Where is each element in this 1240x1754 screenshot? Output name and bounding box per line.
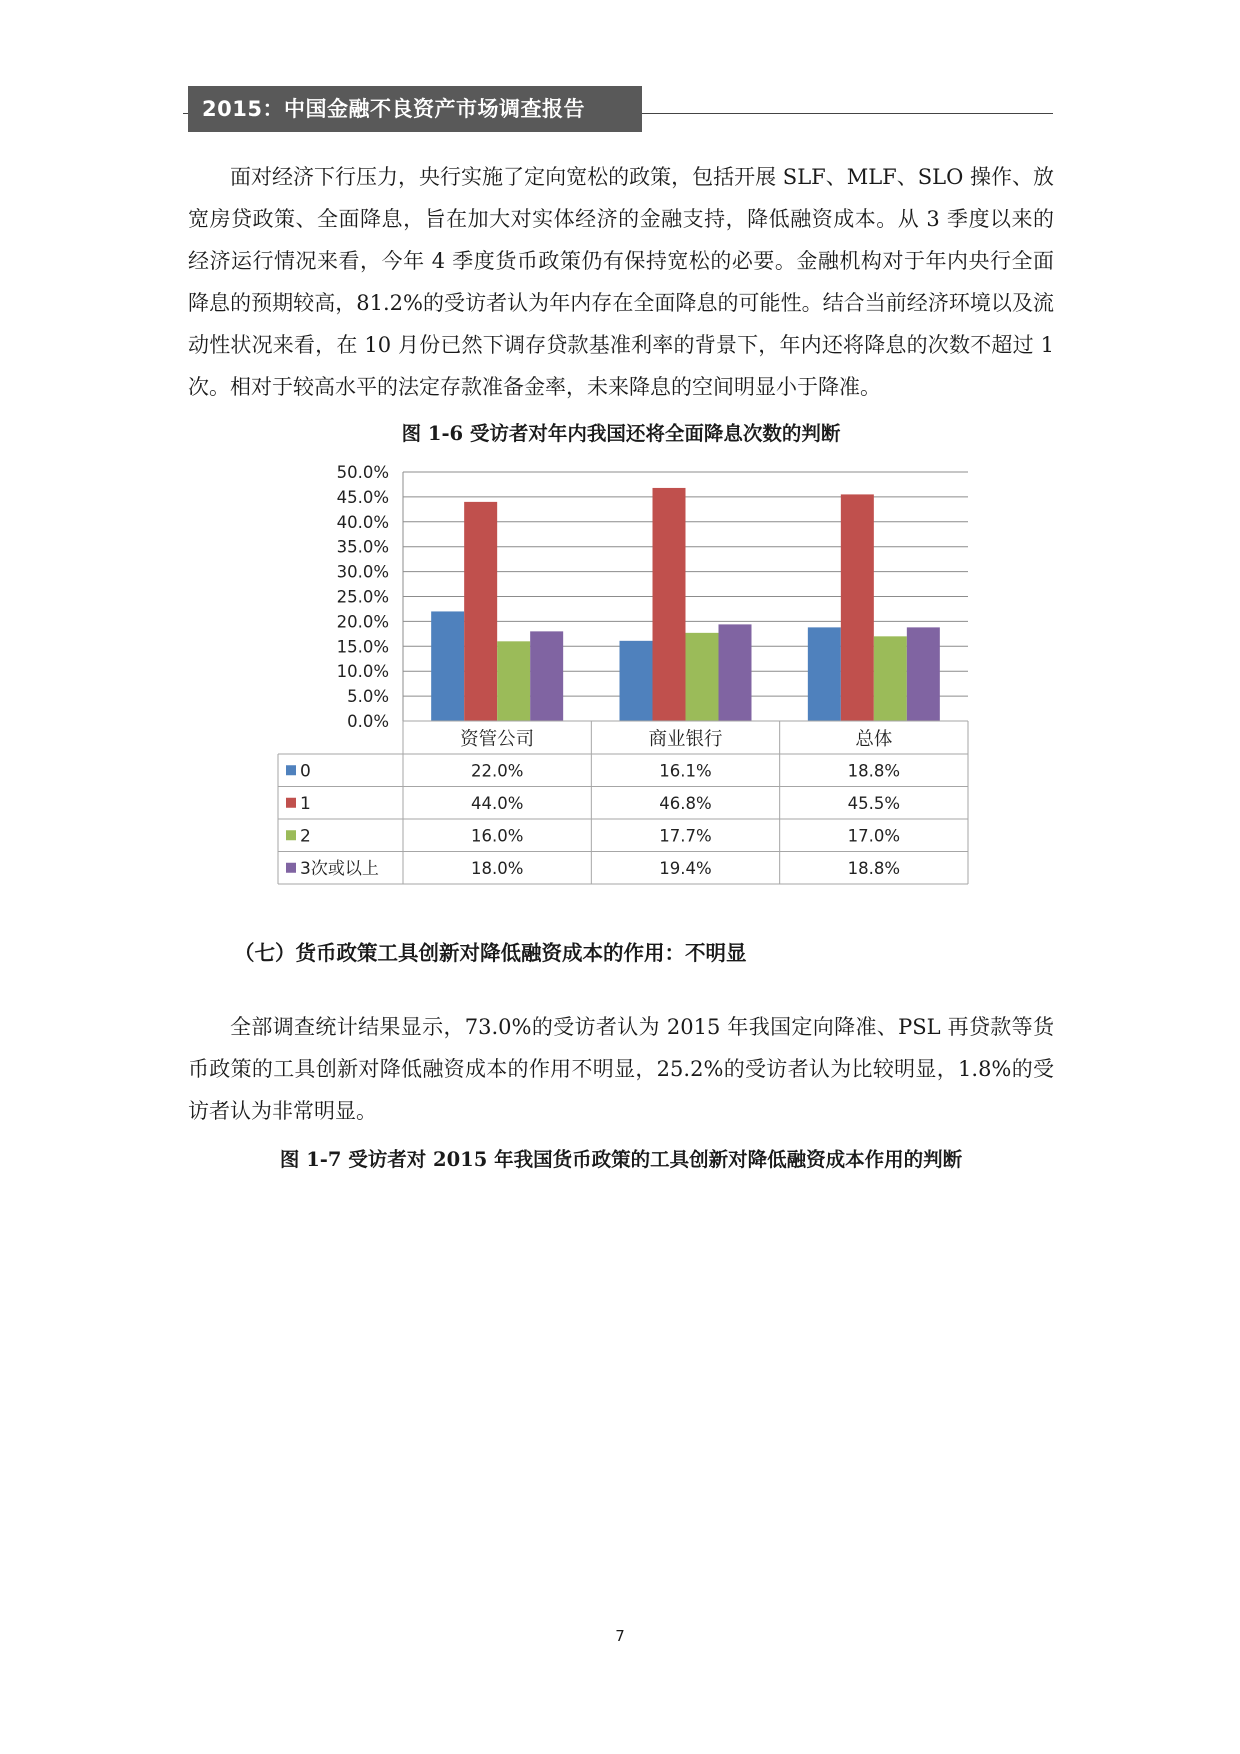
legend-swatch-2 bbox=[286, 830, 296, 840]
y-tick-label: 0.0% bbox=[347, 712, 389, 731]
body-paragraph-2: 全部调查统计结果显示，73.0%的受访者认为 2015 年我国定向降准、PSL 再贷款等货币政策的工具创新对降低融资成本的作用不明显，25.2%的受访者认为比较明显，1.8%的受访者认为非常明显。 bbox=[188, 1015, 1054, 1123]
figure-1-7-caption: 图 1-7 受访者对 2015 年我国货币政策的工具创新对降低融资成本作用的判断 bbox=[279, 1148, 963, 1171]
bar-1-资管公司 bbox=[464, 502, 497, 721]
data-table-cell: 19.4% bbox=[659, 858, 712, 878]
bar-chart-with-data-table bbox=[270, 455, 990, 905]
category-label: 资管公司 bbox=[460, 729, 535, 750]
data-table-cell: 22.0% bbox=[470, 761, 524, 781]
legend-swatch-0 bbox=[286, 765, 296, 775]
bar-3次或以上-总体 bbox=[907, 627, 940, 721]
section-heading-7: （七）货币政策工具创新对降低融资成本的作用：不明显 bbox=[234, 941, 747, 965]
y-tick-label: 20.0% bbox=[336, 612, 389, 632]
bar-0-资管公司 bbox=[431, 611, 464, 721]
data-table-cell: 17.0% bbox=[847, 826, 901, 846]
data-table-cell: 46.8% bbox=[659, 793, 712, 813]
bar-2-商业银行 bbox=[686, 633, 719, 721]
bar-3次或以上-商业银行 bbox=[719, 624, 752, 721]
data-table-cell: 17.7% bbox=[659, 826, 712, 846]
chart-svg bbox=[270, 455, 990, 905]
header-rule bbox=[642, 113, 1053, 114]
y-tick-label: 25.0% bbox=[336, 587, 389, 607]
data-table-cell: 45.5% bbox=[847, 793, 901, 813]
legend-label: 2 bbox=[300, 826, 311, 847]
page-number: 7 bbox=[615, 1627, 625, 1645]
data-table-cell: 44.0% bbox=[470, 793, 524, 813]
legend-label: 0 bbox=[300, 761, 311, 782]
data-table-cell: 18.8% bbox=[847, 761, 901, 781]
data-table-cell: 18.8% bbox=[847, 858, 901, 878]
bar-3次或以上-资管公司 bbox=[530, 631, 563, 721]
y-tick-label: 30.0% bbox=[336, 562, 389, 582]
legend-label: 1 bbox=[300, 793, 311, 814]
body-paragraph-1: 面对经济下行压力，央行实施了定向宽松的政策，包括开展 SLF、MLF、SLO 操作、放宽房贷政策、全面降息，旨在加大对实体经济的金融支持，降低融资成本。从 3 季度以来的经济运行情况来看，今年 4 季度货币政策仍有保持宽松的必要。金融机构对于年内央行全面降息的预期较高，81.2%的受访者认为年内存在全面降息的可能性。结合当前经济环境以及流动性状况来看，在 10 月份已然下调存贷款基准利率的背景下，年内还将降息的次数不超过 1 次。相对于较高水平的法定存款准备金率，未来降息的空间明显小于降准。 bbox=[188, 165, 1054, 399]
legend-swatch-3次或以上 bbox=[286, 863, 296, 873]
y-tick-label: 5.0% bbox=[347, 687, 389, 707]
bar-1-商业银行 bbox=[653, 488, 686, 721]
y-tick-label: 40.0% bbox=[336, 512, 389, 532]
y-tick-label: 50.0% bbox=[336, 463, 389, 482]
bar-0-商业银行 bbox=[620, 641, 653, 721]
data-table-cell: 18.0% bbox=[470, 858, 524, 878]
figure-1-6-caption: 图 1-6 受访者对年内我国还将全面降息次数的判断 bbox=[401, 422, 841, 445]
legend-label: 3次或以上 bbox=[300, 858, 379, 879]
category-label: 总体 bbox=[855, 729, 893, 750]
report-header-title: 2015：中国金融不良资产市场调查报告 bbox=[188, 86, 642, 132]
y-tick-label: 15.0% bbox=[336, 637, 389, 657]
bar-2-资管公司 bbox=[497, 641, 530, 721]
category-label: 商业银行 bbox=[648, 729, 723, 750]
y-tick-label: 45.0% bbox=[336, 487, 389, 507]
bar-0-总体 bbox=[808, 627, 841, 721]
data-table-cell: 16.1% bbox=[659, 761, 712, 781]
bar-2-总体 bbox=[874, 636, 907, 721]
bar-1-总体 bbox=[841, 494, 874, 721]
y-tick-label: 35.0% bbox=[336, 537, 389, 557]
y-tick-label: 10.0% bbox=[336, 662, 389, 682]
data-table-cell: 16.0% bbox=[470, 826, 524, 846]
legend-swatch-1 bbox=[286, 798, 296, 808]
